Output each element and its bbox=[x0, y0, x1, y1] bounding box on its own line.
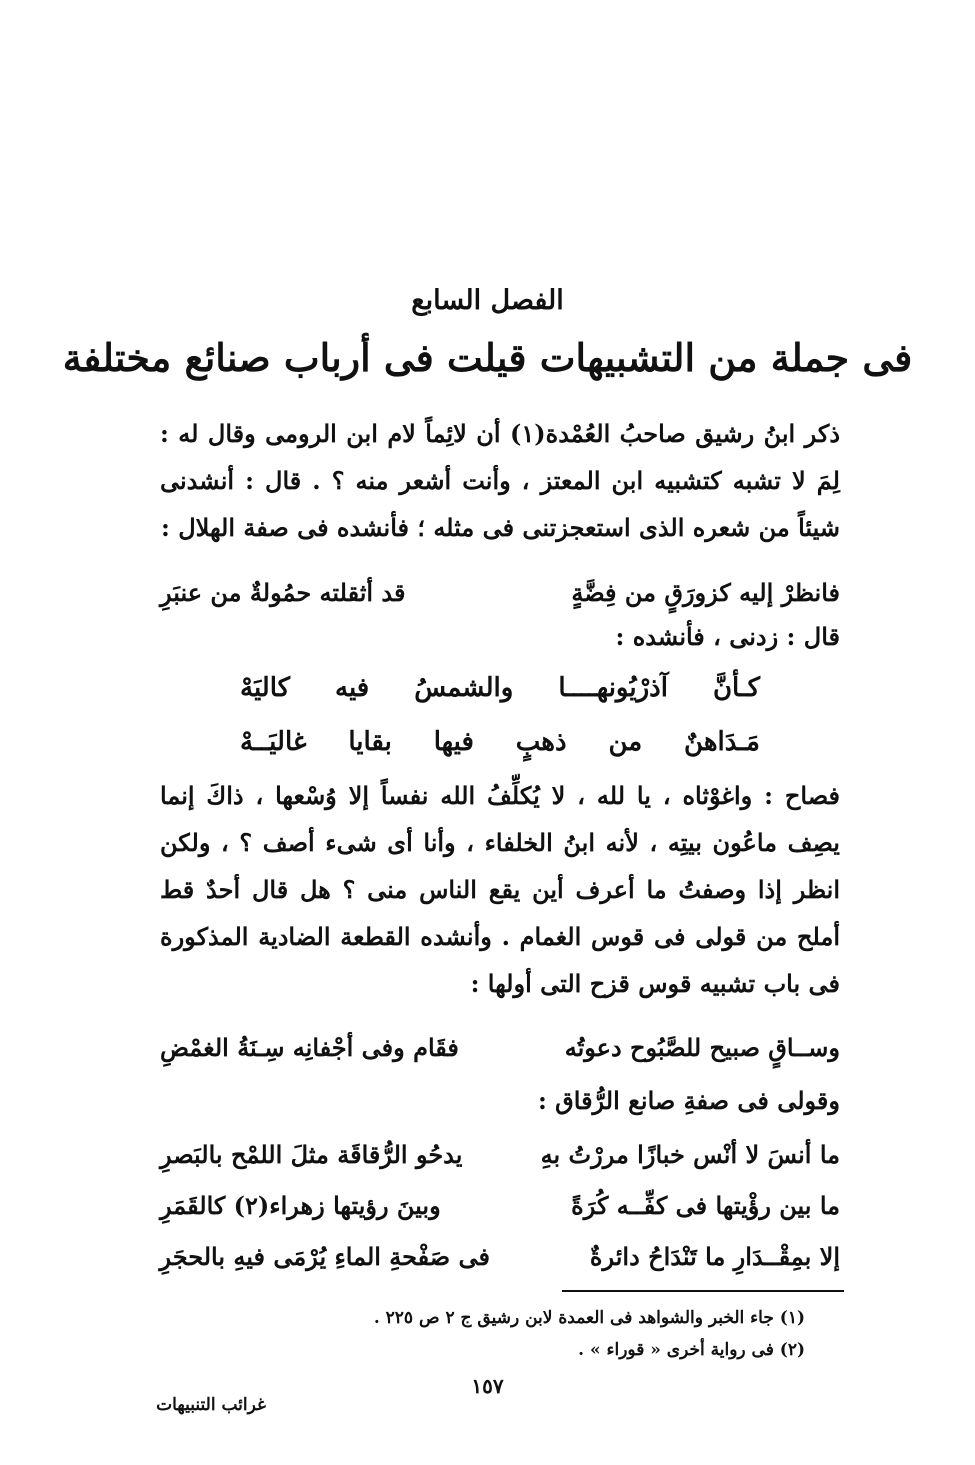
paragraph-intro: ذكر ابنُ رشيق صاحبُ العُمْدة(١) أن لائِماً لام ابن الرومى وقال له : لِمَ لا تشبه كتشبيه ابن المعتز ، وأنت أشعر منه ؟ . قال : أنشدنى شيئاً من شعره الذى استعجزتنى فى مثله ؛ فأنشده فى صفة الهلال : bbox=[160, 419, 841, 542]
verse-second-hemistich: فى صَفْحةِ الماءِ يُرْمَى فيهِ بالحجَرِ bbox=[159, 1242, 490, 1271]
line-qal: قال : زدنى ، فأنشده : bbox=[615, 622, 840, 651]
chapter-title: فى جملة من التشبيهات قيلت فى أرباب صنائع مختلفة bbox=[62, 335, 913, 380]
verse-khabbaz-2 bbox=[160, 1183, 840, 1229]
verse-word: كاليَهْ bbox=[240, 673, 291, 703]
verse-second-hemistich: يدحُو الرُّقاقَة مثلَ اللمْح بالبَصرِ bbox=[160, 1140, 463, 1169]
line-raqaq: وقولى فى صفةِ صانع الرُّقاق : bbox=[537, 1086, 840, 1115]
verse-first-hemistich: إلا بمِقْــدَارِ ما تَنْدَاحُ دائرةٌ bbox=[589, 1242, 840, 1271]
verse-saqi bbox=[160, 1025, 840, 1071]
verse-hilal bbox=[160, 570, 840, 616]
verse-first-hemistich: وســاقٍ صبيح للصَّبُوح دعوتُه bbox=[564, 1033, 840, 1062]
centered-verse-1 bbox=[240, 663, 760, 713]
running-footer: غرائب التنبيهات bbox=[156, 1395, 266, 1415]
footnote-1: (١) جاء الخبر والشواهد فى العمدة لابن رشيق ج ٢ ص ٢٢٥ . bbox=[373, 1308, 805, 1328]
verse-word: بقايا bbox=[348, 727, 392, 757]
verse-second-hemistich: قد أثقلته حمُولةٌ من عنبَرِ bbox=[160, 578, 406, 607]
verse-first-hemistich: ما أنسَ لا أنْس خبازًا مررْتُ بهِ bbox=[540, 1140, 840, 1169]
verse-word: فيه bbox=[335, 673, 370, 703]
verse-word: آذرْيُونهــــا bbox=[558, 673, 668, 703]
page-number: ١٥٧ bbox=[471, 1374, 504, 1398]
centered-verse-2 bbox=[240, 717, 760, 767]
verse-second-hemistich: فقَام وفى أجْفانِه سِـنَةُ الغمْضِ bbox=[160, 1033, 459, 1062]
verse-first-hemistich: فانظرْ إليه كزورَقٍ من فِضَّةٍ bbox=[571, 578, 840, 607]
verse-word: والشمسُ bbox=[414, 673, 514, 703]
verse-word: ذهبٍ bbox=[515, 727, 567, 757]
footnote-2: (٢) فى رواية أخرى « قوراء » . bbox=[578, 1340, 805, 1360]
verse-khabbaz-3 bbox=[160, 1234, 840, 1280]
verse-first-hemistich: ما بين رؤْيتها فى كفِّــه كُرَةً bbox=[571, 1191, 840, 1220]
footnote-divider bbox=[562, 1290, 844, 1292]
verse-word: فيها bbox=[433, 727, 474, 757]
verse-word: مَـدَاهنٌ bbox=[684, 727, 760, 757]
verse-word: كـأنَّ bbox=[712, 673, 760, 703]
verse-word: غاليَــهْ bbox=[240, 727, 307, 757]
verse-word: من bbox=[608, 727, 643, 757]
verse-second-hemistich: وبينَ رؤيتها زهراء(٢) كالقَمَرِ bbox=[160, 1191, 441, 1220]
paragraph-reply: فصاح : واغوْثاه ، يا لله ، لا يُكلِّفُ الله نفساً إلا وُسْعها ، ذاكَ إنما يصِف ماعُون بيتِه ، لأنه ابنُ الخلفاء ، وأنا أى شىء أصف ؟ ، ولكن انظر إذا وصفتُ ما أعرف أين يقع الناس منى ؟ هل قال أحدٌ قط أملح من قولى فى قوس الغمام . وأنشده القطعة الضادية المذكورة فى باب تشبيه قوس قزح التى أولها : bbox=[160, 781, 840, 998]
verse-khabbaz-1 bbox=[160, 1132, 840, 1178]
chapter-label: الفصل السابع bbox=[411, 285, 564, 316]
